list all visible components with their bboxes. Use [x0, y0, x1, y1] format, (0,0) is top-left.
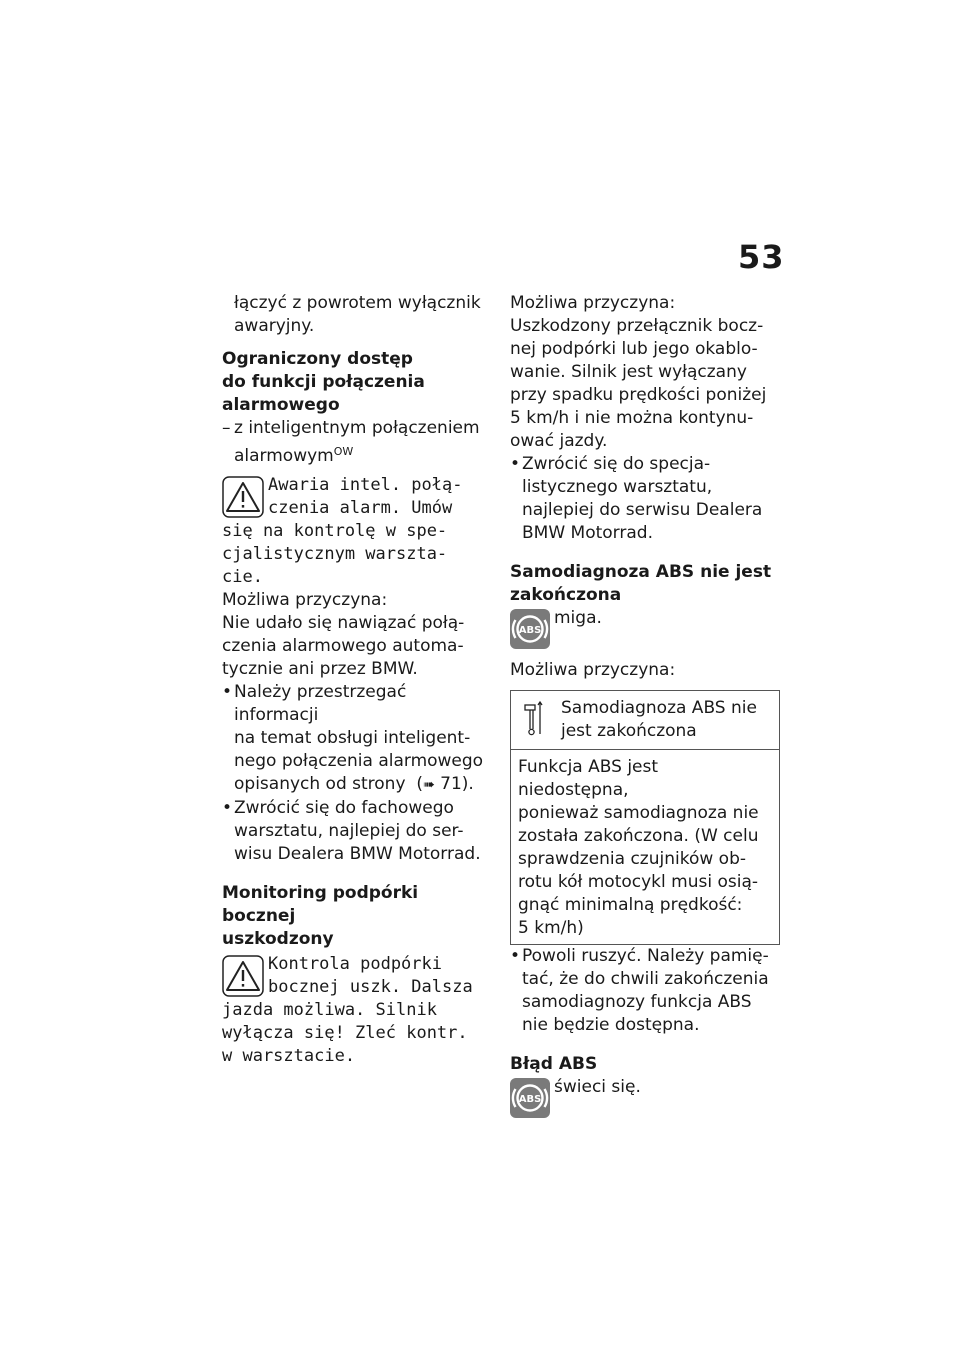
right-column: [510, 292, 780, 1118]
section-heading: Samodiagnoza ABS nie jest: [510, 562, 772, 582]
warning-message: [222, 474, 492, 589]
cause-text: 5 km/h i nie można kontynu-: [510, 408, 754, 428]
svg-text:ABS: ABS: [518, 625, 542, 636]
intro-line: łączyć z powrotem wyłącznik: [234, 293, 481, 313]
list-item: • Powoli ruszyć. Należy pamię-: [510, 946, 769, 966]
abs-indicator-row: [510, 1076, 780, 1118]
display-message-line: Awaria intel. połą-: [268, 475, 463, 495]
list-item: na temat obsługi inteligent-: [234, 728, 471, 748]
list-item: nego połączenia alarmowego: [234, 751, 484, 771]
option-superscript: OW: [333, 445, 354, 458]
display-message-line: się na kontrolę w spe-: [222, 521, 448, 541]
info-table-header: [511, 691, 779, 750]
display-message-line: czenia alarm. Umów: [268, 498, 453, 518]
list-item: samodiagnozy funkcja ABS: [522, 992, 752, 1012]
section-heading: alarmowego: [222, 395, 340, 415]
cause-text: nej podpórki lub jego okablo-: [510, 339, 758, 359]
cause-text: wanie. Silnik jest wyłączany: [510, 362, 747, 382]
list-item: warsztatu, najlepiej do ser-: [234, 821, 464, 841]
section-heading: Monitoring podpórki bocznej: [222, 883, 419, 926]
section-heading: Ograniczony dostęp: [222, 349, 413, 369]
stand-switch-icon: [523, 699, 545, 737]
section-heading: uszkodzony: [222, 929, 334, 949]
indicator-state-text: miga.: [554, 608, 602, 628]
page-reference-arrow-icon[interactable]: ➠: [422, 777, 435, 793]
warning-triangle-icon: [222, 955, 264, 997]
section-heading: Błąd ABS: [510, 1054, 598, 1074]
indicator-state-text: świeci się.: [554, 1077, 641, 1097]
section-heading: zakończona: [510, 585, 622, 605]
list-item: • Zwrócić się do specja-: [510, 454, 711, 474]
cause-text: Nie udało się nawiązać połą-: [222, 613, 465, 633]
list-item: nie będzie dostępna.: [522, 1015, 700, 1035]
intro-line: awaryjny.: [234, 316, 315, 336]
warning-triangle-icon: [222, 476, 264, 518]
page-number: 53: [738, 238, 785, 276]
cause-label: Możliwa przyczyna:: [222, 590, 388, 610]
display-message-line: Kontrola podpórki: [268, 954, 442, 974]
list-item: • Zwrócić się do fachowego: [222, 798, 454, 818]
info-table-title: Samodiagnoza ABS nie jest zakończona: [561, 698, 757, 741]
list-item: listycznego warsztatu,: [522, 477, 713, 497]
cause-text: ować jazdy.: [510, 431, 608, 451]
list-item: BMW Motorrad.: [522, 523, 653, 543]
cause-text: czenia alarmowego automa-: [222, 636, 464, 656]
svg-text:ABS: ABS: [518, 1094, 542, 1105]
info-table-body: Funkcja ABS jest niedostępna, ponieważ samodiagnoza nie została zakończona. (W celu sprawdzenia czujników ob- rotu kół motocykl musi osią- gnąć minimalną prędkość: 5 km/h): [518, 757, 759, 938]
abs-warning-icon: [510, 1078, 550, 1118]
list-item: tać, że do chwili zakończenia: [522, 969, 769, 989]
display-message-line: bocznej uszk. Dalsza: [268, 977, 473, 997]
list-item: • Należy przestrzegać informacji: [222, 682, 407, 725]
cause-label: Możliwa przyczyna:: [510, 293, 676, 313]
info-table: [510, 690, 780, 945]
display-message-line: cjalistycznym warszta-: [222, 544, 448, 564]
display-message-line: cie.: [222, 567, 263, 587]
condition-item: – z inteligentnym połączeniem: [222, 418, 480, 438]
cause-label: Możliwa przyczyna:: [510, 660, 676, 680]
cause-text: przy spadku prędkości poniżej: [510, 385, 767, 405]
warning-message: [222, 953, 492, 1068]
display-message-line: jazda możliwa. Silnik: [222, 1000, 437, 1020]
abs-warning-icon: [510, 609, 550, 649]
list-item: najlepiej do serwisu Dealera: [522, 500, 763, 520]
cause-text: tycznie ani przez BMW.: [222, 659, 418, 679]
display-message-line: w warsztacie.: [222, 1046, 356, 1066]
abs-indicator-row: [510, 607, 780, 649]
left-column: [222, 292, 492, 1068]
page-reference-link[interactable]: 71).: [440, 774, 474, 794]
list-item: opisanych od strony (➠ 71).: [234, 774, 474, 794]
section-heading: do funkcji połączenia: [222, 372, 425, 392]
condition-item: alarmowym$^{OW}$: [234, 445, 354, 466]
display-message-line: wyłącza się! Zleć kontr.: [222, 1023, 468, 1043]
list-item: wisu Dealera BMW Motorrad.: [234, 844, 481, 864]
cause-text: Uszkodzony przełącznik bocz-: [510, 316, 764, 336]
